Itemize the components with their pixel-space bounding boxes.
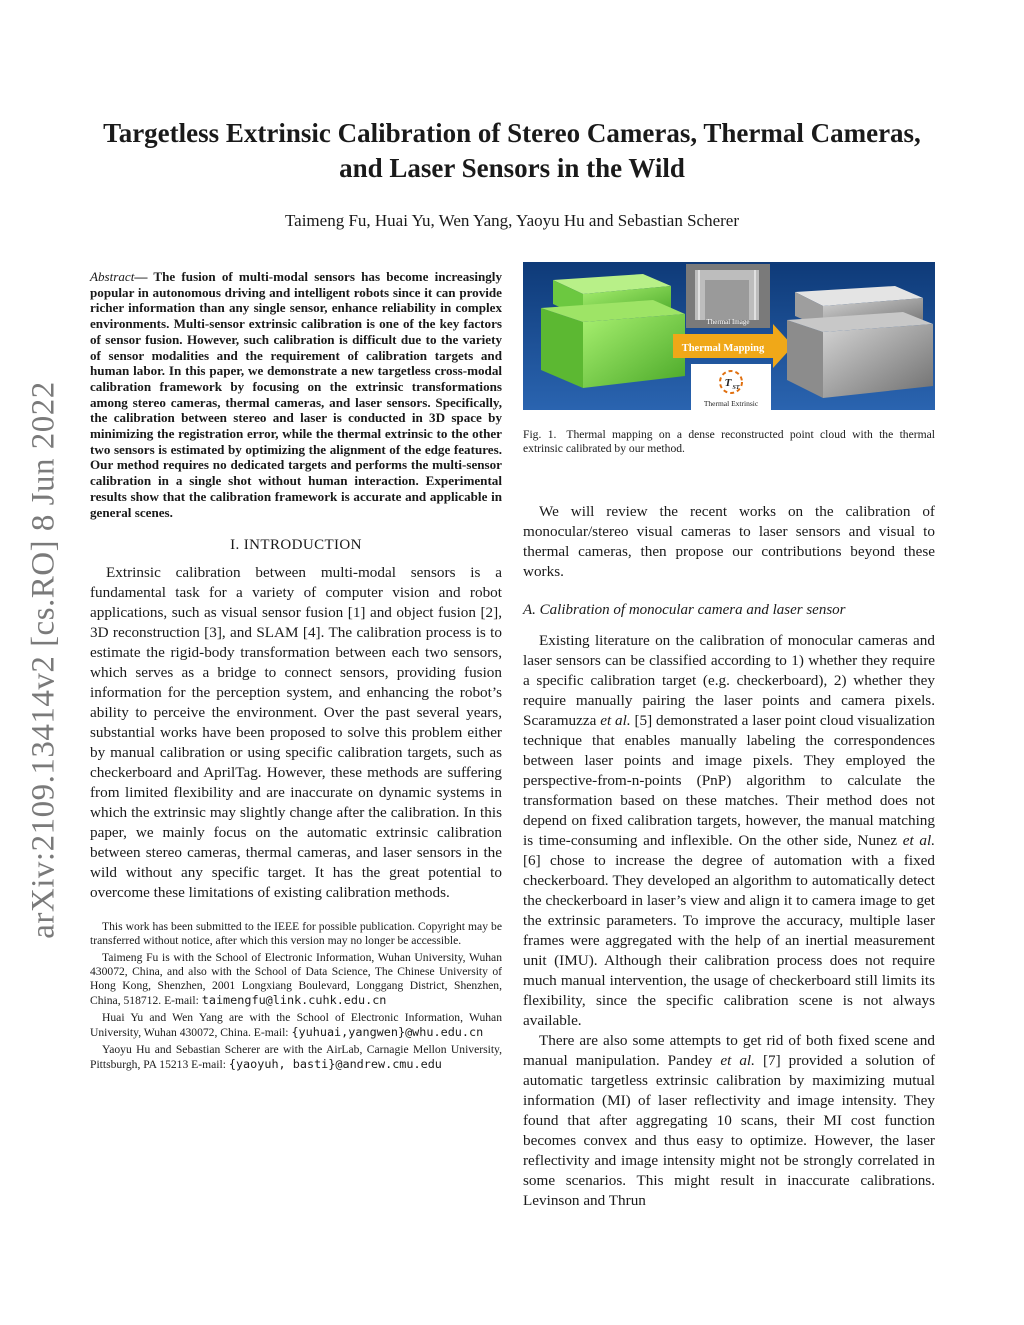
footnote-hu-scherer bbox=[90, 1043, 502, 1072]
footnote-fu bbox=[90, 951, 502, 1008]
author-list: Taimeng Fu, Huai Yu, Wen Yang, Yaoyu Hu and Sebastian Scherer bbox=[284, 211, 740, 230]
thermal-extrinsic-label: Thermal Extrinsic bbox=[703, 399, 759, 408]
para-a2-text-1: There are also some attempts to get rid of both fixed scene and manual manipulation. Pandey bbox=[523, 1032, 935, 1069]
tst-symbol bbox=[691, 364, 771, 410]
green-point-cloud bbox=[541, 274, 685, 388]
footnote-yu-text: Huai Yu and Wen Yang are with the School of Electronic Information, Wuhan University, Wuhan 430072, China. E-mail: bbox=[90, 1011, 502, 1040]
figure-1-graphic bbox=[523, 262, 935, 410]
thermal-image-label: Thermal Image bbox=[706, 318, 750, 326]
figure-caption-label: Fig. 1. bbox=[523, 428, 557, 441]
para-a1-text-1: Existing literature on the calibration of monocular cameras and laser sensors can be classified according to 1) whether they require a specific calibration target (e.g. checkerboard), 2) whether they require manually pairing the laser points and camera pixels. Scaramuzza bbox=[523, 632, 935, 729]
title-line-2: and Laser Sensors in the Wild bbox=[339, 153, 685, 183]
abstract bbox=[90, 269, 502, 520]
footnotes bbox=[90, 920, 502, 1072]
figure-caption bbox=[523, 428, 935, 456]
abstract-text: — The fusion of multi-modal sensors has become increasingly popular in autonomous driving and intelligent robots since it can provide richer information than any single sensor, enhance reliability in complex environments. Multi-sensor extrinsic calibration is one of the key factors of sensor fusion. However, such calibration is difficult due to the variety of sensor modalities and the requirement of calibration targets and human labor. In this paper, we demonstrate a new targetless cross-modal calibration framework by focusing on the extrinsic transformations among stereo cameras, thermal cameras, and laser sensors. Specifically, the calibration between stereo and laser is conducted in 3D space by minimizing the registration error, while the thermal extrinsic to the other two sensors is estimated by optimizing the alignment of the edge features. Our method requires no dedicated targets and performs the multi-sensor calibration in a single shot without human interaction. Experimental results show that the calibration framework is accurate and applicable in general scenes. bbox=[90, 269, 502, 520]
thermal-mapping-label: Thermal Mapping bbox=[681, 343, 765, 354]
email-yu-yang[interactable]: {yuhuai,yangwen}@whu.edu.cn bbox=[291, 1025, 484, 1040]
et-al-pandey: et al. bbox=[720, 1052, 755, 1069]
subsection-heading-a: A. Calibration of monocular camera and laser sensor bbox=[523, 602, 846, 618]
paragraph-a2 bbox=[523, 1031, 935, 1211]
figure-1 bbox=[523, 262, 935, 410]
title-line-1: Targetless Extrinsic Calibration of Stereo Cameras, Thermal Cameras, bbox=[103, 118, 921, 148]
paragraph-a1 bbox=[523, 631, 935, 1031]
footnote-fu-text: Taimeng Fu is with the School of Electronic Information, Wuhan University, Wuhan 430072, China, and also with the School of Data Science, The Chinese University of Hong Kong, Shenzhen, 2001 Longxiang Boulevard, Longgang District, Shenzhen, China, 518712. E-mail: bbox=[90, 951, 502, 1008]
intro-paragraph: Extrinsic calibration between multi-modal sensors is a fundamental task for a variety of computer vision and robot applications, such as visual sensor fusion [1] and object fusion [2], 3D reconstruction [3], and SLAM [4]. The calibration process is to estimate the rigid-body transformation between each two sensors, which serves as a bridge to connect sensors, providing fusion information for the perception system, and enhancing the robot’s ability to perceive the environment. Over the past several years, substantial works have been proposed to solve this problem either by manual calibration or using specific calibration targets, such as checkerboard and AprilTag. However, these methods are suffering from limited flexibility and are inaccurate on dynamic systems in which the extrinsic may slightly change after the calibration. In this paper, we mainly focus on the automatic extrinsic calibration between stereo cameras, thermal cameras, and laser sensors in the wild without any specific target. It has the great potential to overcome these limitations of existing calibration methods. bbox=[90, 564, 502, 902]
arxiv-identifier[interactable]: arXiv:2109.13414v2 [cs.RO] 8 Jun 2022 bbox=[25, 381, 62, 939]
abstract-label: Abstract bbox=[90, 269, 135, 284]
tst-subscript: ST bbox=[732, 385, 740, 391]
section-heading-introduction: I. INTRODUCTION bbox=[230, 537, 362, 554]
footnote-submission: This work has been submitted to the IEEE for possible publication. Copyright may be transferred without notice, after which this version may no longer be accessible. bbox=[90, 920, 502, 948]
et-al-nunez: et al. bbox=[902, 832, 936, 849]
right-intro-paragraph: We will review the recent works on the calibration of monocular/stereo visual cameras to laser sensors and visual to thermal cameras, then propose our contributions beyond these works. bbox=[523, 503, 935, 580]
thermal-point-cloud bbox=[787, 286, 933, 398]
paper-title bbox=[70, 116, 954, 186]
left-column bbox=[90, 269, 502, 1075]
para-a1-text-2: [5] demonstrated a laser point cloud visualization technique that enables manually labeling the correspondences between laser points and image pixels. They employed the perspective-from-n-points (PnP) algorithm to calculate the transformation based on these matches. Their method does not depend on fixed calibration targets, however, the manual matching is time-consuming and inflexible. On the other side, Nunez bbox=[523, 712, 936, 849]
right-column bbox=[523, 262, 935, 1211]
para-a2-text-2: [7] provided a solution of automatic targetless extrinsic calibration by maximizing mutual information (MI) of laser reflectivity and image intensity. They found that after aggregating 10 scans, their MI cost function becomes convex and thus easy to optimize. However, the laser reflectivity and image intensity might not be strongly correlated in some scenarios. This might result in inaccurate calibrations. Levinson and Thrun bbox=[523, 1052, 936, 1209]
figure-caption-text: Thermal mapping on a dense reconstructed point cloud with the thermal extrinsic calibrated by our method. bbox=[523, 428, 935, 455]
para-a1-text-3: [6] chose to increase the degree of automation with a fixed checkerboard. They developed an algorithm to automatically detect the checkerboard in laser’s view and align it to camera image to get the extrinsic parameters. To improve the accuracy, multiple laser frames were aggregated with the help of an inertial measurement unit (IMU). Although their calibration process does not require much manual intervention, the usage of checkerboard still limits its flexibility, since the specific calibration scene is not always available. bbox=[523, 852, 935, 1029]
thermal-image-thumbnail bbox=[686, 264, 770, 328]
et-al-scaramuzza: et al. bbox=[600, 712, 631, 729]
email-hu-scherer[interactable]: {yaoyuh, basti}@andrew.cmu.edu bbox=[228, 1057, 442, 1072]
footnote-yu-yang bbox=[90, 1011, 502, 1040]
tst-label: T bbox=[724, 377, 732, 389]
footnote-hu-text: Yaoyu Hu and Sebastian Scherer are with the AirLab, Carnagie Mellon University, Pittsburgh, PA 15213 E-mail: bbox=[90, 1043, 502, 1072]
email-fu[interactable]: taimengfu@link.cuhk.edu.cn bbox=[201, 993, 387, 1008]
